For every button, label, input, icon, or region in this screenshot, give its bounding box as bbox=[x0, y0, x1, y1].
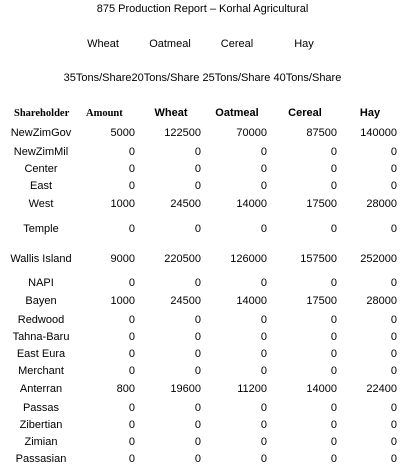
cell-hay: 22400 bbox=[366, 383, 397, 395]
cell-wheat: 220500 bbox=[164, 253, 201, 265]
cell-name: Anterran bbox=[19, 383, 63, 395]
header-wheat: Wheat bbox=[154, 107, 188, 119]
cell-cereal: 0 bbox=[330, 223, 337, 235]
header-shareholder: Shareholder bbox=[14, 107, 70, 119]
cell-name: Wallis Island bbox=[10, 253, 72, 265]
cell-cereal: 14000 bbox=[306, 383, 337, 395]
cell-amount: 0 bbox=[128, 401, 135, 414]
table-row bbox=[0, 274, 400, 291]
cell-amount: 0 bbox=[128, 313, 135, 326]
table-row bbox=[0, 433, 400, 450]
cell-amount: 0 bbox=[128, 276, 135, 289]
cell-amount: 9000 bbox=[110, 253, 135, 265]
cell-cereal: 0 bbox=[330, 330, 337, 343]
cell-amount: 5000 bbox=[110, 127, 135, 139]
cell-name: NewZimMil bbox=[13, 145, 69, 158]
cell-cereal: 17500 bbox=[306, 295, 337, 307]
cell-name: East bbox=[29, 179, 52, 192]
cell-oatmeal: 0 bbox=[260, 179, 267, 192]
cell-amount: 0 bbox=[128, 330, 135, 343]
cell-oatmeal: 0 bbox=[260, 162, 267, 175]
table-row bbox=[0, 214, 400, 244]
cell-amount: 0 bbox=[128, 145, 135, 158]
table-row bbox=[0, 291, 400, 311]
cell-oatmeal: 14000 bbox=[236, 198, 267, 210]
rate-wheat: 35Tons/Share bbox=[63, 72, 132, 84]
cell-wheat: 0 bbox=[194, 145, 201, 158]
cell-hay: 0 bbox=[390, 162, 397, 175]
cell-cereal: 0 bbox=[330, 276, 337, 289]
cell-hay: 28000 bbox=[366, 198, 397, 210]
table-row bbox=[0, 194, 400, 214]
cell-wheat: 24500 bbox=[170, 198, 201, 210]
cell-name: Center bbox=[24, 162, 58, 175]
table-row bbox=[0, 416, 400, 433]
cell-wheat: 19600 bbox=[170, 383, 201, 395]
cell-name: Passas bbox=[22, 401, 60, 414]
table-row bbox=[0, 123, 400, 143]
header-oatmeal: Oatmeal bbox=[215, 107, 259, 119]
header-hay: Hay bbox=[359, 107, 381, 119]
cell-amount: 0 bbox=[128, 435, 135, 448]
cell-amount: 0 bbox=[128, 223, 135, 235]
production-table bbox=[0, 103, 400, 467]
cell-cereal: 0 bbox=[330, 418, 337, 431]
cell-cereal: 0 bbox=[330, 179, 337, 192]
cell-amount: 0 bbox=[128, 347, 135, 360]
cell-wheat: 0 bbox=[194, 418, 201, 431]
cell-oatmeal: 0 bbox=[260, 364, 267, 377]
table-row bbox=[0, 160, 400, 177]
cell-hay: 0 bbox=[390, 179, 397, 192]
cell-cereal: 0 bbox=[330, 435, 337, 448]
cell-amount: 0 bbox=[128, 418, 135, 431]
table-row bbox=[0, 328, 400, 345]
cell-oatmeal: 70000 bbox=[236, 127, 267, 139]
cell-wheat: 24500 bbox=[170, 295, 201, 307]
cell-amount: 0 bbox=[128, 452, 135, 465]
cell-oatmeal: 0 bbox=[260, 435, 267, 448]
cell-oatmeal: 0 bbox=[260, 276, 267, 289]
table-row bbox=[0, 177, 400, 194]
cell-oatmeal: 0 bbox=[260, 347, 267, 360]
cell-cereal: 0 bbox=[330, 401, 337, 414]
cell-hay: 140000 bbox=[360, 127, 397, 139]
crop-label-oatmeal: Oatmeal bbox=[149, 38, 191, 50]
cell-wheat: 0 bbox=[194, 435, 201, 448]
cell-hay: 0 bbox=[390, 452, 397, 465]
cell-wheat: 0 bbox=[194, 313, 201, 326]
cell-cereal: 87500 bbox=[306, 127, 337, 139]
cell-wheat: 0 bbox=[194, 364, 201, 377]
cell-name: NAPI bbox=[28, 276, 54, 289]
cell-oatmeal: 14000 bbox=[236, 295, 267, 307]
cell-name: Merchant bbox=[18, 364, 64, 377]
crop-label-cereal: Cereal bbox=[220, 38, 254, 50]
table-row bbox=[0, 362, 400, 379]
cell-cereal: 0 bbox=[330, 313, 337, 326]
cell-cereal: 0 bbox=[330, 364, 337, 377]
cell-wheat: 0 bbox=[194, 223, 201, 235]
cell-name: Temple bbox=[23, 223, 59, 235]
header-cereal: Cereal bbox=[288, 107, 322, 119]
rate-oatmeal: 20Tons/Share bbox=[131, 72, 200, 84]
cell-wheat: 0 bbox=[194, 452, 201, 465]
cell-oatmeal: 0 bbox=[260, 313, 267, 326]
cell-oatmeal: 126000 bbox=[230, 253, 267, 265]
table-row bbox=[0, 311, 400, 328]
cell-cereal: 0 bbox=[330, 347, 337, 360]
cell-name: Tahna-Baru bbox=[12, 330, 70, 343]
rates-line bbox=[0, 72, 405, 84]
cell-amount: 0 bbox=[128, 179, 135, 192]
cell-hay: 0 bbox=[390, 347, 397, 360]
rate-cereal: 25Tons/Share bbox=[202, 72, 271, 84]
cell-amount: 0 bbox=[128, 162, 135, 175]
cell-oatmeal: 0 bbox=[260, 223, 267, 235]
table-row bbox=[0, 345, 400, 362]
table-row bbox=[0, 379, 400, 399]
cell-cereal: 0 bbox=[330, 162, 337, 175]
cell-oatmeal: 0 bbox=[260, 418, 267, 431]
rate-hay: 40Tons/Share bbox=[273, 72, 342, 84]
table-row bbox=[0, 143, 400, 160]
cell-name: Passasian bbox=[15, 452, 67, 465]
cell-cereal: 0 bbox=[330, 145, 337, 158]
cell-name: West bbox=[28, 198, 54, 210]
cell-wheat: 0 bbox=[194, 330, 201, 343]
cell-name: NewZimGov bbox=[10, 127, 72, 139]
cell-wheat: 0 bbox=[194, 162, 201, 175]
table-row bbox=[0, 399, 400, 416]
cell-hay: 28000 bbox=[366, 295, 397, 307]
cell-amount: 1000 bbox=[110, 198, 135, 210]
cell-amount: 800 bbox=[116, 383, 135, 395]
cell-amount: 0 bbox=[128, 364, 135, 377]
crop-label-hay: Hay bbox=[294, 38, 314, 50]
cell-hay: 0 bbox=[390, 330, 397, 343]
cell-wheat: 0 bbox=[194, 401, 201, 414]
cell-hay: 0 bbox=[390, 418, 397, 431]
cell-cereal: 0 bbox=[330, 452, 337, 465]
cell-name: Zimian bbox=[24, 435, 58, 448]
cell-name: Redwood bbox=[17, 313, 65, 326]
cell-name: Zibertian bbox=[19, 418, 63, 431]
cell-name: East Eura bbox=[16, 347, 66, 360]
cell-oatmeal: 0 bbox=[260, 452, 267, 465]
cell-hay: 252000 bbox=[360, 253, 397, 265]
cell-oatmeal: 0 bbox=[260, 330, 267, 343]
cell-oatmeal: 0 bbox=[260, 145, 267, 158]
cell-hay: 0 bbox=[390, 276, 397, 289]
cell-hay: 0 bbox=[390, 364, 397, 377]
cell-wheat: 0 bbox=[194, 179, 201, 192]
cell-hay: 0 bbox=[390, 145, 397, 158]
cell-hay: 0 bbox=[390, 401, 397, 414]
cell-hay: 0 bbox=[390, 313, 397, 326]
cell-hay: 0 bbox=[390, 223, 397, 235]
cell-oatmeal: 0 bbox=[260, 401, 267, 414]
report-title: 875 Production Report – Korhal Agricultural bbox=[96, 3, 309, 15]
cell-wheat: 0 bbox=[194, 276, 201, 289]
table-body bbox=[0, 123, 400, 467]
crop-label-wheat: Wheat bbox=[87, 38, 119, 50]
cell-wheat: 0 bbox=[194, 347, 201, 360]
cell-cereal: 157500 bbox=[300, 253, 337, 265]
cell-cereal: 17500 bbox=[306, 198, 337, 210]
table-header-row bbox=[0, 103, 400, 123]
header-amount: Amount bbox=[86, 107, 123, 119]
cell-amount: 1000 bbox=[110, 295, 135, 307]
table-row bbox=[0, 450, 400, 467]
cell-name: Bayen bbox=[25, 295, 57, 307]
cell-wheat: 122500 bbox=[164, 127, 201, 139]
cell-hay: 0 bbox=[390, 435, 397, 448]
table-row bbox=[0, 244, 400, 274]
cell-oatmeal: 11200 bbox=[237, 383, 267, 395]
